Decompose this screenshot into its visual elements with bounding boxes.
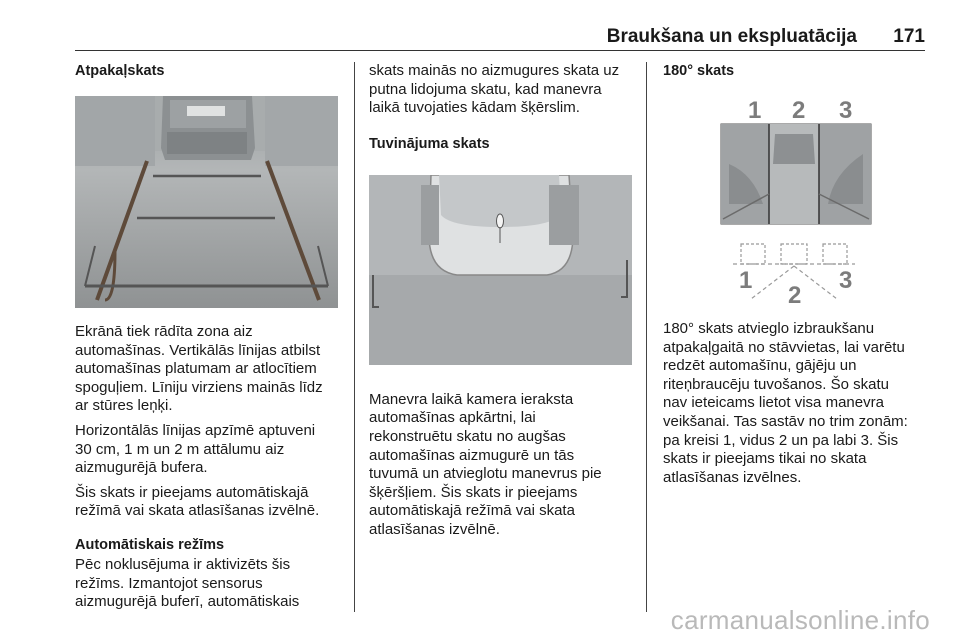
- zoom-view-heading: Tuvinājuma skats: [369, 135, 490, 152]
- column-divider-1: [354, 62, 355, 612]
- rear-view-camera-image: [75, 96, 338, 308]
- column-3: [663, 62, 931, 487]
- rear-view-para-3: Šis skats ir pieejams automātiskajā režīmā vai skata atlasīšanas izvēlnē.: [75, 483, 320, 520]
- column-1: [75, 62, 343, 612]
- rear-view-heading: Atpakaļskats: [75, 63, 165, 79]
- rear-view-para-2: Horizontālās līnijas apzīmē aptuveni 30 cm, 1 m un 2 m attālumu aiz aizmugurējā bufera.: [75, 421, 316, 477]
- page-header: [75, 26, 925, 48]
- rear-view-para-1: Ekrānā tiek rādīta zona aiz automašīnas. Vertikālās līnijas atbilst automašīnas platumam ar atlocītiem spoguļiem. Līniju virziens mainās līdz ar stūres leņķi.: [75, 323, 323, 415]
- column-2: [369, 62, 634, 540]
- view-180-image: [663, 94, 925, 306]
- header-rule: [75, 50, 925, 51]
- fig-label-top-3: 3: [839, 97, 853, 124]
- column-divider-2: [646, 62, 647, 612]
- fig-label-top-1: 1: [748, 97, 762, 124]
- auto-mode-heading: Automātiskais režīms: [75, 536, 225, 553]
- section-title: Braukšana un ekspluatācija: [606, 26, 857, 47]
- auto-mode-continued: skats mainās no aizmugures skata uz putna lidojuma skatu, kad manevra laikā tuvojaties kādam šķērslim.: [369, 62, 620, 117]
- fig-label-bottom-2: 2: [788, 282, 802, 306]
- page-number: 171: [893, 26, 925, 47]
- zoom-view-image: [369, 175, 632, 365]
- view-180-para: 180° skats atvieglo izbraukšanu atpakaļgaitā no stāvvietas, lai varētu redzēt automašīnu, gājēju un riteņbraucēju tuvošanos. Šo skatu nav ieteicams lietot visa manevra veikšanai. Tas sastāv no trim zonām: pa kreisi 1, vidus 2 un pa labi 3. Šis skats ir pieejams tikai no skata atlasīšanas izvēlnes.: [663, 320, 908, 486]
- fig-label-bottom-1: 1: [739, 267, 753, 294]
- fig-label-bottom-3: 3: [839, 267, 853, 294]
- fig-label-top-2: 2: [792, 97, 806, 124]
- view-180-heading: 180° skats: [663, 63, 735, 79]
- zoom-view-para: Manevra laikā kamera ieraksta automašīnas apkārtni, lai rekonstruētu skatu no augšas automašīnas aizmugurē un tās tuvumā un atvieglotu manevrus pie šķēršļiem. Šis skats ir pieejams automātiskajā režīmā vai skata atlasīšanas izvēlnē.: [369, 390, 602, 538]
- auto-mode-para: Pēc noklusējuma ir aktivizēts šis režīms. Izmantojot sensorus aizmugurējā buferī, automātiskais: [75, 555, 300, 611]
- watermark: carmanualsonline.info: [670, 605, 930, 635]
